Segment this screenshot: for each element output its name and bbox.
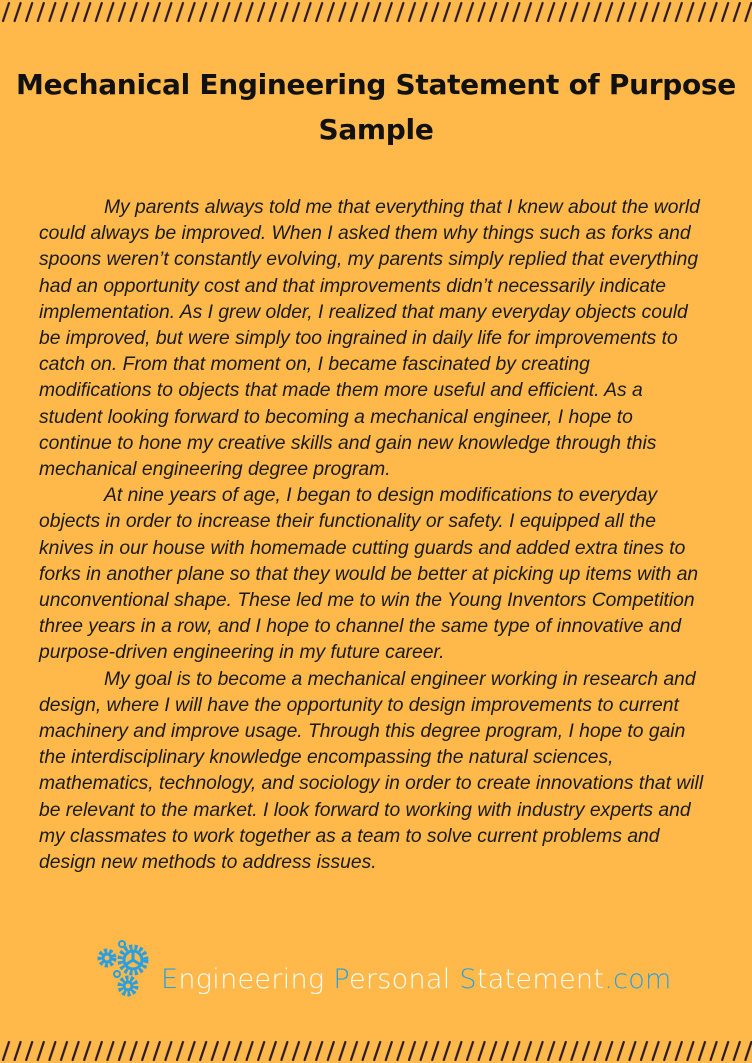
text-line: mathematics, technology, and sociology in order to create innovations that will [39,773,704,795]
text-line: design new methods to address issues. [39,852,377,874]
text-line: purpose-driven engineering in my future career. [39,642,445,664]
logo-text-part: ngineering [178,963,334,995]
text-line: implementation. As I grew older, I realized that many everyday objects could [39,301,688,323]
text-line: catch on. From that moment on, I became fascinated by creating [39,354,590,376]
logo-text-part: P [333,963,349,995]
text-line: unconventional shape. These led me to win the Young Inventors Competition [39,590,695,612]
logo-text-part: tatement [476,963,605,995]
paragraph [39,667,729,877]
title-line: Mechanical Engineering Statement of Purpose [16,68,736,101]
text-line: mechanical engineering degree program. [39,459,391,481]
title-line: Sample [318,113,434,146]
bottom-hatch-border [0,1039,752,1063]
text-line: three years in a row, and I hope to channel the same type of innovative and [39,616,682,638]
logo-text [161,964,672,995]
text-line: design, where I will have the opportunity to design improvements to current [39,694,679,716]
statement-body [39,195,729,876]
paragraph [39,483,729,666]
logo-text-part: ersonal [348,963,460,995]
text-line: forks in another plane so that they would be better at picking up items with an [39,563,699,585]
site-logo [95,938,672,998]
logo-text-part: .com [604,963,672,995]
text-line: could always be improved. When I asked them why things such as forks and [39,223,691,245]
text-line: objects in order to increase their functionality or safety. I equipped all the [39,511,656,533]
text-line: be relevant to the market. I look forward to working with industry experts and [39,799,691,821]
text-line: student looking forward to becoming a mechanical engineer, I hope to [39,406,633,428]
text-line: knives in our house with homemade cutting guards and added extra tines to [39,537,686,559]
text-line: modifications to objects that made them more useful and efficient. As a [39,380,643,402]
logo-text-part: E [161,963,179,995]
text-line: My parents always told me that everything that I knew about the world [104,197,700,218]
paragraph [39,195,729,483]
top-hatch-border [0,0,752,24]
page-title [0,62,752,152]
text-line: the interdisciplinary knowledge encompassing the natural sciences, [39,747,614,769]
text-line: had an opportunity cost and that improvements didn’t necessarily indicate [39,275,666,297]
text-line: my classmates to work together as a team to solve current problems and [39,825,660,847]
text-line: continue to hone my creative skills and gain new knowledge through this [39,432,657,454]
gears-icon [95,938,157,998]
text-line: machinery and improve usage. Through this degree program, I hope to gain [39,721,686,743]
text-line: My goal is to become a mechanical engineer working in research and [104,668,696,690]
logo-text-part: S [459,963,477,995]
text-line: spoons weren’t constantly evolving, my parents simply replied that everything [39,249,699,271]
text-line: be improved, but were simply too ingrained in daily life for improvements to [39,328,678,350]
text-line: At nine years of age, I began to design modifications to everyday [104,485,658,507]
